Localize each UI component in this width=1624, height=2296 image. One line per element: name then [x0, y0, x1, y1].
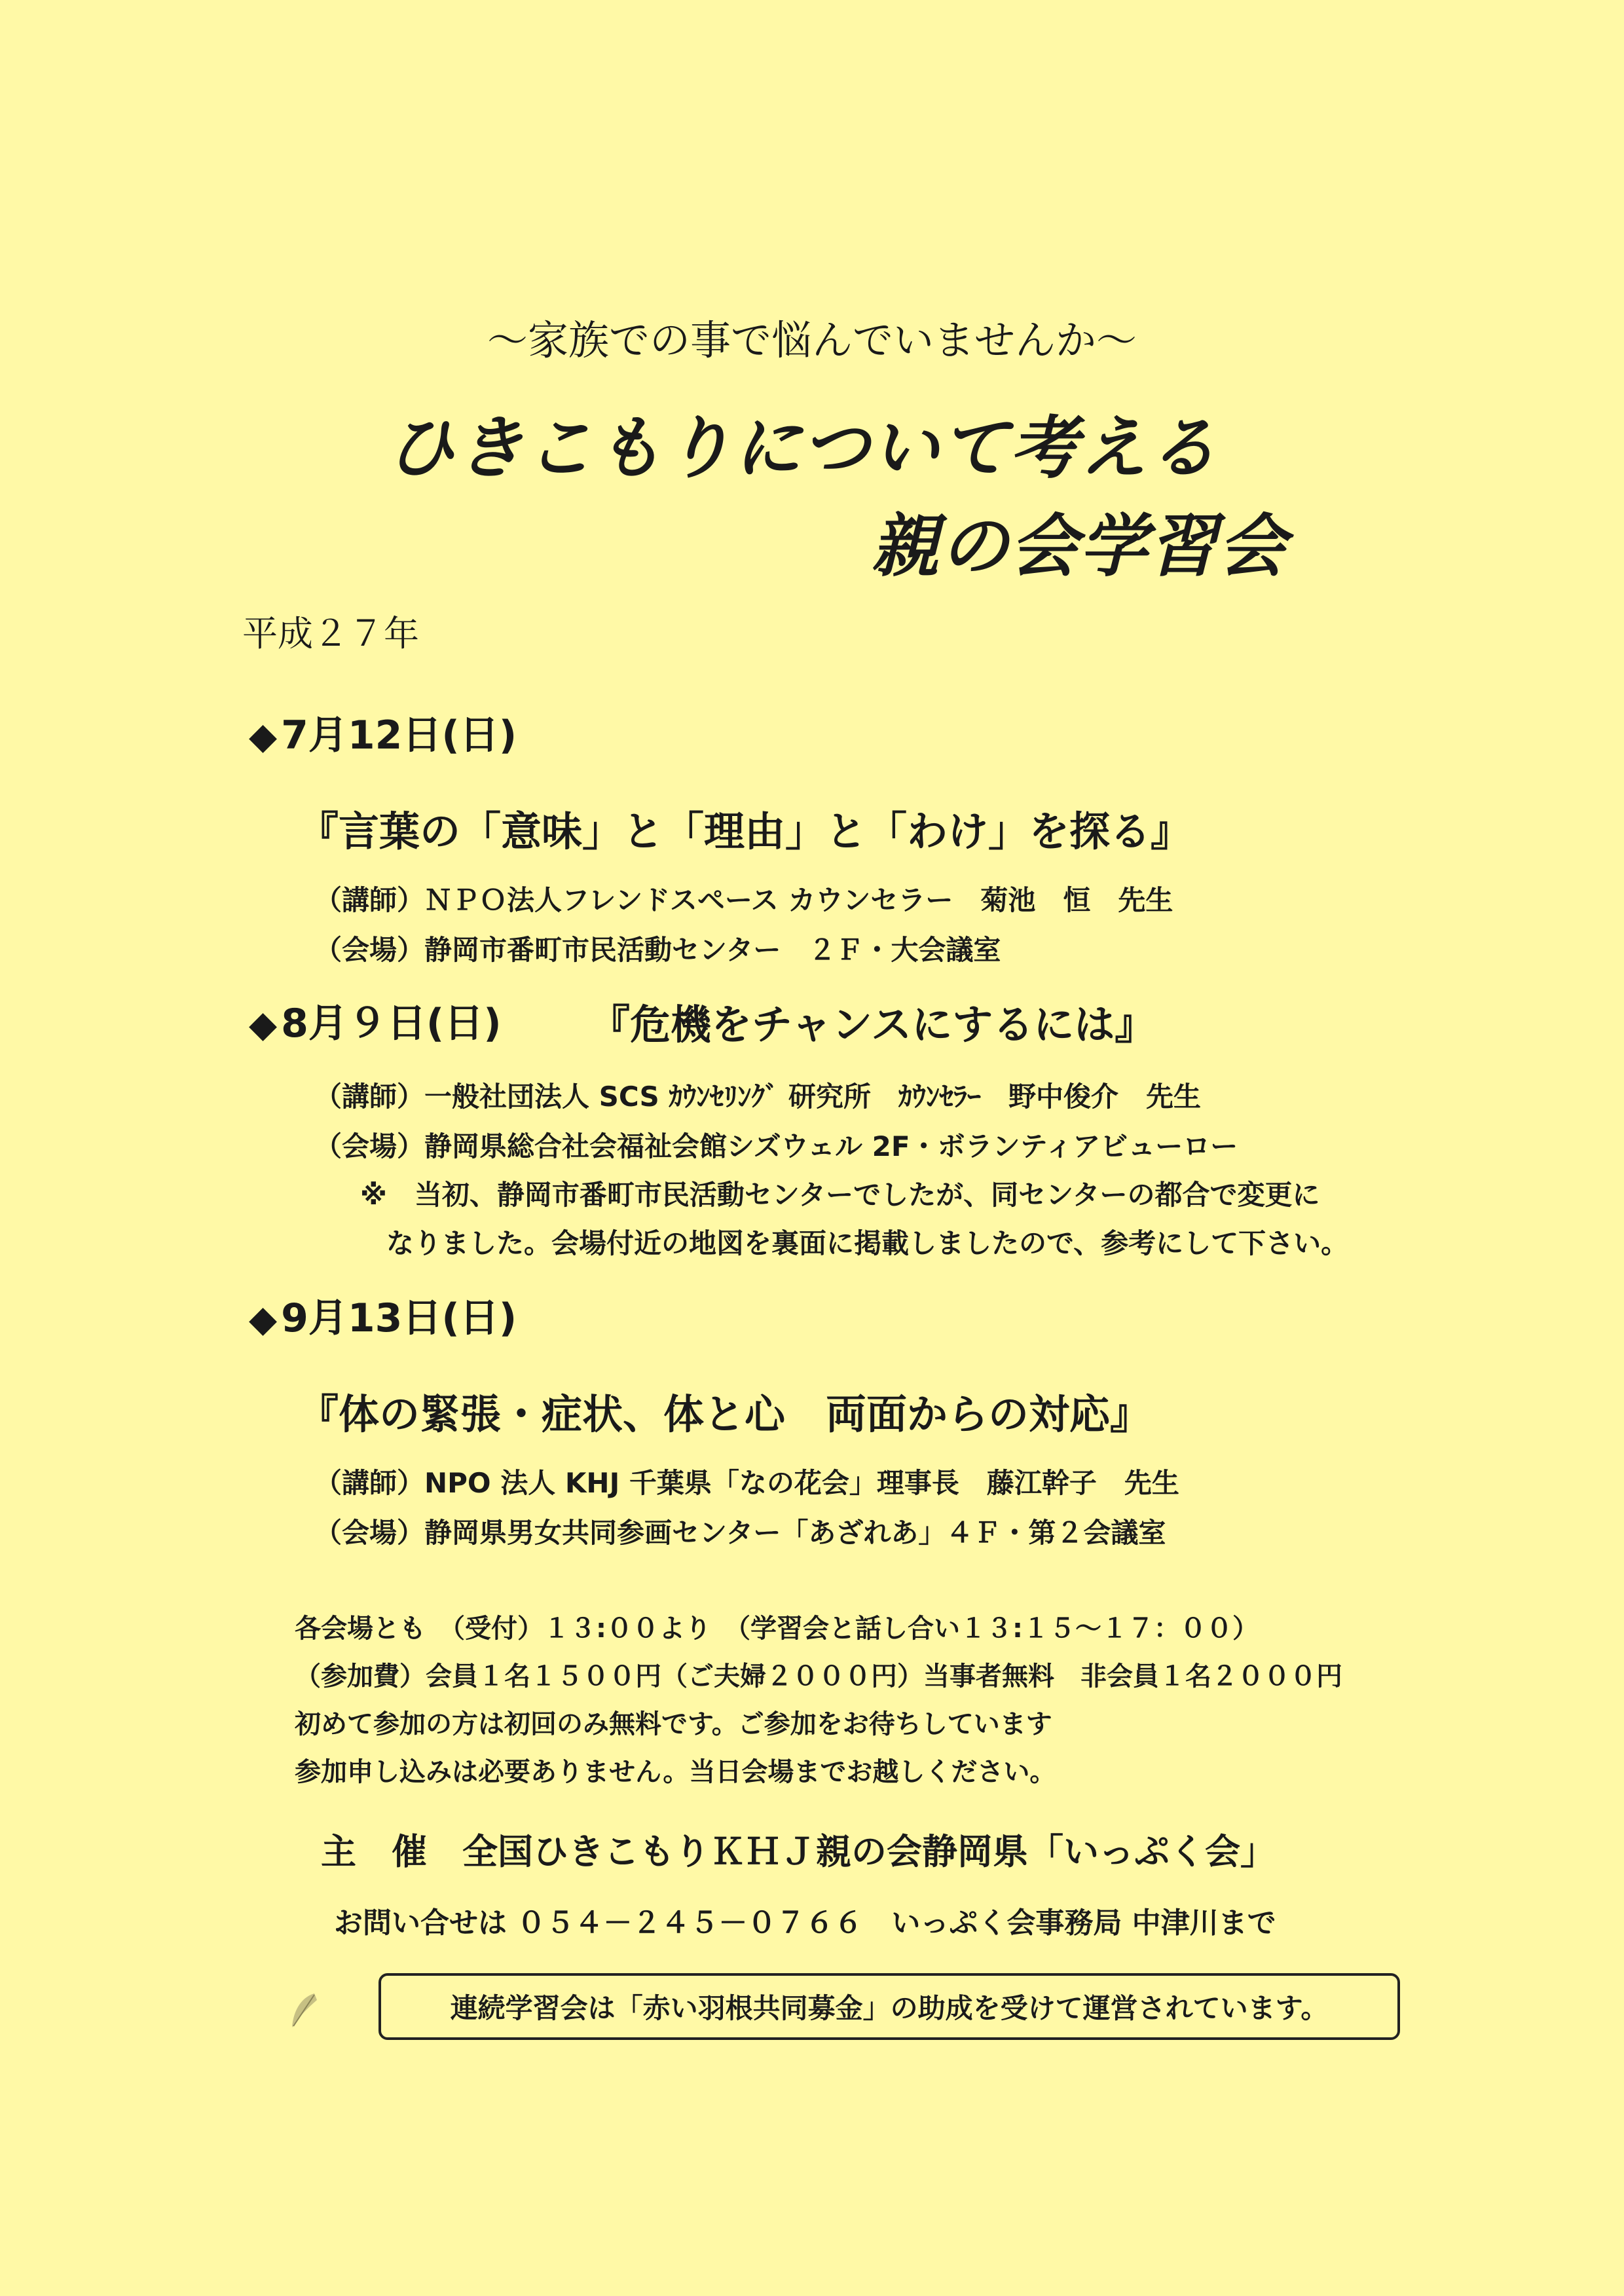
diamond-icon: ◆: [249, 715, 278, 758]
red-feather-icon: [288, 1991, 321, 2030]
year-label: 平成２７年: [242, 613, 419, 654]
organizer: 主 催 全国ひきこもりＫＨＪ親の会静岡県「いっぷく会」: [321, 1831, 1276, 1872]
session-1-lecturer: （講師）ＮＰＯ法人フレンドスペース カウンセラー 菊池 恒 先生: [314, 884, 1173, 916]
session-1-venue: （会場）静岡市番町市民活動センター ２Ｆ・大会議室: [314, 934, 1001, 966]
funding-notice: 連続学習会は「赤い羽根共同募金」の助成を受けて運営されています。: [378, 1973, 1400, 2040]
title-line-2: 親の会学習会: [871, 506, 1288, 586]
session-2-note-line-2: なりました。会場付近の地図を裏面に掲載しましたので、参考にして下さい。: [386, 1227, 1349, 1259]
subtitle: ～家族での事で悩んでいませんか～: [487, 316, 1137, 364]
session-2-theme: 『危機をチャンスにするには』: [589, 1001, 1156, 1048]
title-line-1: ひきこもりについて考える: [386, 408, 1218, 488]
session-1-theme: 『言葉の「意味」と「理由」と「わけ」を探る』: [298, 807, 1192, 855]
diamond-icon: ◆: [249, 1003, 278, 1046]
footer-first-time: 初めて参加の方は初回のみ無料です。ご参加をお待ちしています: [295, 1709, 1052, 1739]
diamond-icon: ◆: [249, 1298, 278, 1341]
session-3-lecturer: （講師）NPO 法人 KHJ 千葉県「なの花会」理事長 藤江幹子 先生: [314, 1467, 1179, 1499]
session-2-date: ◆ 8月９日(日): [249, 1001, 502, 1046]
session-2-lecturer: （講師）一般社団法人 SCS ｶｳﾝｾﾘﾝｸﾞ 研究所 ｶｳﾝｾﾗｰ 野中俊介 先生: [314, 1081, 1201, 1113]
session-3-venue: （会場）静岡県男女共同参画センター「あざれあ」４Ｆ・第２会議室: [314, 1517, 1166, 1549]
footer-schedule: 各会場とも （受付）１３:００より （学習会と話し合い１３:１５～１７：００）: [295, 1614, 1259, 1644]
session-3-theme: 『体の緊張・症状、体と心 両面からの対応』: [298, 1390, 1151, 1438]
contact-info: お問い合せは ０５４－２４５－０７６６ いっぷく会事務局 中津川まで: [334, 1906, 1276, 1940]
session-2-venue: （会場）静岡県総合社会福祉会館シズウェル 2F・ボランティアビューロー: [314, 1130, 1238, 1162]
session-2-note-line-1: ※ 当初、静岡市番町市民活動センターでしたが、同センターの都合で変更に: [360, 1179, 1320, 1211]
session-1-date: ◆ 7月12日(日): [249, 713, 517, 758]
footer-fee: （参加費）会員１名１５００円（ご夫婦２０００円）当事者無料 非会員１名２０００円: [295, 1661, 1342, 1692]
footer-no-registration: 参加申し込みは必要ありません。当日会場までお越しください。: [295, 1757, 1056, 1787]
session-3-date: ◆ 9月13日(日): [249, 1295, 517, 1341]
